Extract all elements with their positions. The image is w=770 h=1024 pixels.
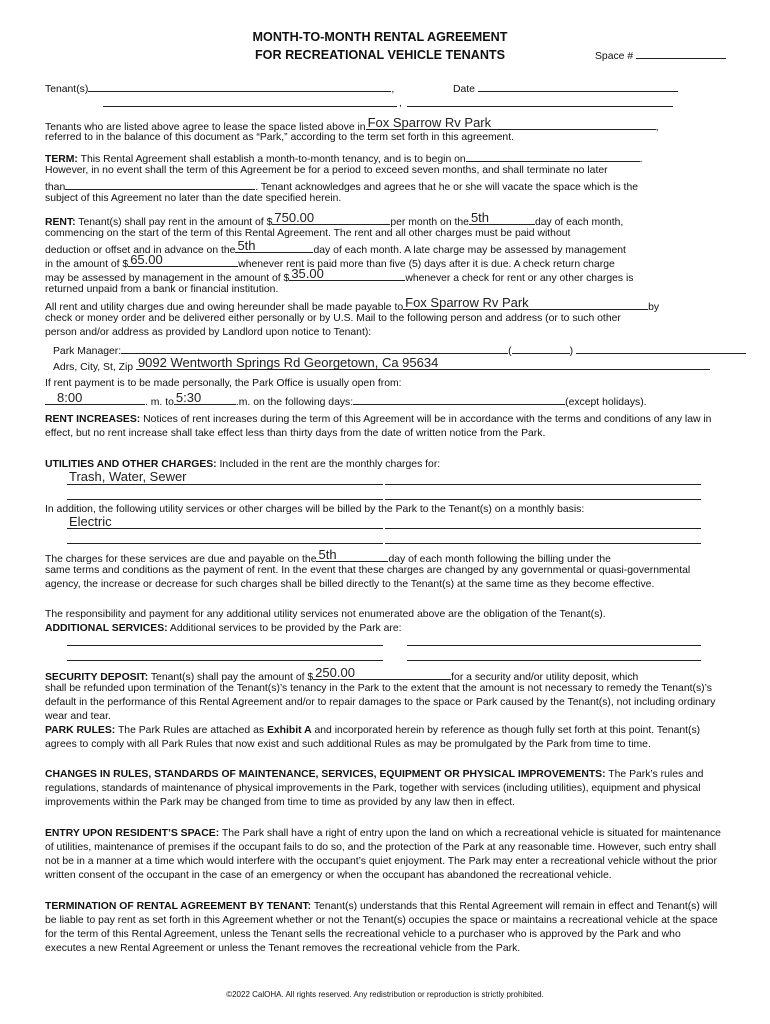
payable-line-1: All rent and utility charges due and owing hereunder shall be made payable to Fox Sparrow Rv Park by [45,295,660,313]
included-utilities-field-4[interactable] [385,499,701,500]
charges-line-1: The charges for these services are due and payable on the 5th day of each month following the billing under the [45,547,611,565]
billed-utilities-intro: In addition, the following utility services or other charges will be billed by the Park to the Tenant(s) on a monthly basis: [45,504,585,515]
charges-rest: same terms and conditions as the payment of rent. In the event that these charges are changed by any governmental or quasi-governmental agency, the increase or decrease for such charges shall be billed directly to the Tenant(s) at the same time as they become effective. [45,565,691,590]
date-label: Date [453,84,475,95]
tenants-row: Tenant(s) , [45,80,725,97]
tenant-name-field-1[interactable] [88,80,391,92]
payable-to-value: Fox Sparrow Rv Park [405,295,529,310]
charges-due-day-value: 5th [318,547,337,562]
billed-utilities-value: Electric [69,514,112,529]
included-utilities-value: Trash, Water, Sewer [69,469,187,484]
tenant-name-field-3[interactable] [407,106,673,107]
entry-heading: ENTRY UPON RESIDENT’S SPACE: [45,828,220,839]
open-time-value: 8:00 [57,390,83,405]
payable-line-2: check or money order and be delivered either personally or by U.S. Mail to the following person and address (or to such other [45,313,621,324]
space-number-field[interactable] [595,47,726,62]
billed-utilities-field-2[interactable] [385,528,701,529]
intro-line-1: Tenants who are listed above agree to lease the space listed above in Fox Sparrow Rv Park , [45,115,659,133]
late-charge-field[interactable] [128,252,238,267]
termination-heading: TERMINATION OF RENTAL AGREEMENT BY TENANT: [45,901,312,912]
office-days-field[interactable] [353,393,565,405]
park-manager-field[interactable] [121,342,508,354]
additional-services-field-1[interactable] [67,645,383,646]
address-field[interactable] [136,355,710,370]
rent-line-5: may be assessed by management in the amount of $ 35.00 whenever a check for rent or any other charges is [45,266,634,284]
additional-services-field-4[interactable] [407,660,701,661]
term-line-2: However, in no event shall the term of this Agreement be for a period to exceed seven months, and shall terminate no later [45,165,608,176]
utilities-intro: UTILITIES AND OTHER CHARGES: Included in the rent are the monthly charges for: [45,459,441,470]
rent-line-4: in the amount of $ 65.00 whenever rent is paid more than five (5) days after it is due. A check return charge [45,252,615,270]
open-time-field[interactable] [45,390,145,405]
park-rules-heading: PARK RULES: [45,725,116,736]
term-line-1: TERM: This Rental Agreement shall establish a month-to-month tenancy, and is to begin on . [45,150,725,167]
rent-amount-value: 750.00 [274,210,315,225]
date-row [453,80,725,97]
additional-services-field-2[interactable] [407,645,701,646]
deposit-amount-field[interactable] [313,665,451,680]
park-manager-label: Park Manager: [53,346,122,357]
included-utilities-field-1[interactable] [67,484,383,485]
office-hours-intro: If rent payment is to be made personally, the Park Office is usually open from: [45,378,402,389]
deposit-amount-value: 250.00 [315,665,355,680]
exhibit-a: Exhibit A [266,725,312,736]
responsibility-text: The responsibility and payment for any additional utility services not enumerated above are the obligation of the Tenant(s). [45,609,606,620]
office-hours-row: 8:00 . m. to 5:30 .m. on the following days: (except holidays). [45,393,725,410]
rental-agreement-page: MONTH-TO-MONTH RENTAL AGREEMENT FOR RECREATIONAL VEHICLE TENANTS Space # Tenant(s) , Date , Tenants who are listed above agree to lease the space listed above in Fox Sparrow Rv Park , referred to in the balance of this document as “Park,” according to the term set forth in this agreement. TERM: This Rental Agreement shall establish a month-to-month tenancy, and is to begin on . However, in no event shall the term of this Agreement be for a period to exceed seven months, and shall terminate no later than . Tenant acknowledges and agrees that he or she will vacate the space which is the subject of this Agreement no later than the date specified herein. RENT: Tenant(s) shall pay rent in the amount of $ 750.00 per month on the 5th day of each month, commencing on the start of the term of this Rental Agreement. The rent and all other charges must be paid without deduction or offset and in advance on the 5th day of each month. A late charge may be assessed by management in the amount of $ 65.00 whenever rent is paid more than five (5) days after it is due. A check return charge may be assessed by management in the amount of $ 35.00 whenever a check for rent or any other charges is returned unpaid from a bank or financial institution. All rent and utility charges due and owing hereunder shall be made payable to Fox Sparrow Rv Park by check or money order and be delivered either personally or by U.S. Mail to the following person and address (or to such other person and/or address as provided by Landlord upon notice to Tenant): Park Manager: ( ) Adrs, City, St, Zip 9092 Wentworth Springs Rd Georgetown, Ca 95634 If rent payment is to be made personally, the Park Office is usually open from: 8:00 . m. to 5:30 .m. on the following days: (except holidays). RENT INCREASES: Notices of rent increases during the term of this Agreement will be in accordance with the terms and conditions of any law in effect, but no rent increase shall take effect less than thirty days from the date of written notice from the Park. UTILITIES AND OTHER CHARGES: Included in the rent are the monthly charges for: Trash, Water, Sewer In addition, the following utility services or other charges will be billed by the Park to the Tenant(s) on a monthly basis: Electric The charges for these services are due and payable on the 5th day of each month following the billing under the same terms and conditions as the payment of rent. In the event that these charges are changed by any governmental or quasi-governmental agency, the increase or decrease for such charges shall be billed directly to the Tenant(s) at the same time as they become effective. The responsibility and payment for any additional utility services not enumerated above are the obligation of the Tenant(s). ADDITIONAL SERVICES: Additional services to be provided by the Park are: SECURITY DEPOSIT: Tenant(s) shall pay the amount of $ 250.00 for a security and/or utility deposit, which shall be refunded upon termination of the Tenant(s)’s tenancy in the Park to the extent that the amount is not necessary to remedy the Tenant(s)’s default in the performance of this Rental Agreement and/or to repair damages to the space or Park caused by the Tenant(s), not including ordinary wear and tear. PARK RULES: The Park Rules are attached as Exhibit A and incorporated herein by reference as though fully set forth at this point. Tenant(s) agrees to comply with all Park Rules that now exist and such additional Rules as may be promulgated by the Park from time to time. CHANGES IN RULES, STANDARDS OF MAINTENANCE, SERVICES, EQUIPMENT OR PHYSICAL IMPROVEMENTS: The Park’s rules and regulations, standards of maintenance of physical improvements in the Park, together with services (including utilities), equipment and physical improvements within the Park may be changed from time to time as provided by any law then in effect. ENTRY UPON RESIDENT’S SPACE: The Park shall have a right of entry upon the land on which a recreational vehicle is situated for maintenance of utilities, maintenance of premises if the occupant fails to do so, and the protection of the Park at any reasonable time. However, such entry shall not be in a manner at a time which would interfere with the occupant’s quiet enjoyment. The Park may enter a recreational vehicle without the prior written consent of the occupant in the case of an emergency or when the occupant has abandoned the recreational vehicle. TERMINATION OF RENTAL AGREEMENT BY TENANT: Tenant(s) understands that this Rental Agreement will remain in effect and Tenant(s) will be liable to pay rent as set forth in this Agreement whether or not the Tenant(s) occupies the space or maintains a recreational vehicle at the space for the term of this Rental Agreement, unless the Tenant sells the recreational vehicle to a purchaser who is approved by the Park and who executes a new Rental Agreement or unless the Tenant removes the recreational vehicle from the Park. ©2022 CalOHA. All rights reserved. Any redistribution or reproduction is strictly prohibited. [45,0,725,1024]
termination-section: TERMINATION OF RENTAL AGREEMENT BY TENANT: Tenant(s) understands that this Rental Agreement will remain in effect and Tenant(s) will be liable to pay rent as set forth in this Agreement whether or not the Tenant(s) occupies the space or maintains a recreational vehicle at the space for the term of this Rental Agreement, unless the Tenant sells the recreational vehicle to a purchaser who is approved by the Park and who executes a new Rental Agreement or unless the Tenant removes the recreational vehicle from the Park. [45,901,718,954]
space-number-line[interactable] [636,47,726,59]
charges-due-day-field[interactable] [316,547,388,562]
document-title-line-2: FOR RECREATIONAL VEHICLE TENANTS [254,48,506,62]
changes-section: CHANGES IN RULES, STANDARDS OF MAINTENANCE, SERVICES, EQUIPMENT OR PHYSICAL IMPROVEMENTS: The Park’s rules and regulations, standards of maintenance of physical improvements in the Park, together with services (including utilities), equipment and physical improvements within the Park may be changed from time to time as provided by any law then in effect. [45,769,704,808]
rent-increases-heading: RENT INCREASES: [45,414,141,425]
deposit-rest: shall be refunded upon termination of the Tenant(s)’s tenancy in the Park to the extent that the amount is not necessary to remedy the Tenant(s)’s default in the performance of this Rental Agreement and/or to repair damages to the space or Park caused by the Tenant(s), not including ordinary wear and tear. [45,683,716,722]
tenants-label: Tenant(s) [45,84,89,95]
address-label: Adrs, City, St, Zip [53,362,134,373]
late-charge-value: 65.00 [130,252,163,267]
included-utilities-field-3[interactable] [67,499,383,500]
term-end-field[interactable] [65,178,255,190]
rent-heading: RENT: [45,217,76,228]
deposit-line-1: SECURITY DEPOSIT: Tenant(s) shall pay the amount of $ 250.00 for a security and/or utility deposit, which [45,665,639,683]
billed-utilities-field-1[interactable] [67,528,383,529]
billed-utilities-field-3[interactable] [67,543,383,544]
utilities-heading: UTILITIES AND OTHER CHARGES: [45,459,217,470]
rent-line-2: commencing on the start of the term of this Rental Agreement. The rent and all other charges must be paid without [45,228,571,239]
term-start-field[interactable] [466,150,640,162]
entry-section: ENTRY UPON RESIDENT’S SPACE: The Park shall have a right of entry upon the land on which a recreational vehicle is situated for maintenance of utilities, maintenance of premises if the occupant fails to do so, and the protection of the Park at any reasonable time. However, such entry shall not be in a manner at a time which would interfere with the occupant’s quiet enjoyment. The Park may enter a recreational vehicle without the prior written consent of the occupant in the case of an emergency or when the occupant has abandoned the recreational vehicle. [45,828,721,881]
check-charge-field[interactable] [289,266,405,281]
rent-line-6: returned unpaid from a bank or financial institution. [45,284,279,295]
rent-line-3: deduction or offset and in advance on the 5th day of each month. A late charge may be assessed by management [45,238,626,256]
space-label: Space # [595,51,634,62]
rent-due-day-value: 5th [470,210,490,225]
close-time-value: 5:30 [175,390,202,405]
payable-to-field[interactable] [403,295,648,310]
changes-heading: CHANGES IN RULES, STANDARDS OF MAINTENANCE, SERVICES, EQUIPMENT OR PHYSICAL IMPROVEMENTS: [45,769,606,780]
payable-line-3: person and/or address as provided by Landlord upon notice to Tenant): [45,327,372,338]
rent-amount-field[interactable] [272,210,390,225]
billed-utilities-field-4[interactable] [385,543,701,544]
check-charge-value: 35.00 [291,266,324,281]
park-manager-area-code-field[interactable] [512,342,570,354]
rent-due-day-field[interactable] [469,210,535,225]
copyright-footer: ©2022 CalOHA. All rights reserved. Any redistribution or reproduction is strictly prohibited. [226,990,544,999]
park-rules-section: PARK RULES: The Park Rules are attached as Exhibit A and incorporated herein by reference as though fully set forth at this point. Tenant(s) agrees to comply with all Park Rules that now exist and such additional Rules as may be promulgated by the Park from time to time. [45,725,701,750]
tenant-name-field-2[interactable] [103,106,397,107]
park-name-value: Fox Sparrow Rv Park [367,115,492,130]
park-name-field[interactable] [366,115,656,130]
term-line-4: subject of this Agreement no later than the date specified herein. [45,193,342,204]
park-manager-row: Park Manager: ( ) [53,342,725,359]
address-row [53,355,725,375]
term-line-3: than . Tenant acknowledges and agrees that he or she will vacate the space which is the [45,178,725,195]
additional-services-intro: ADDITIONAL SERVICES: Additional services to be provided by the Park are: [45,623,402,634]
park-manager-phone-field[interactable] [576,342,746,354]
rent-increases-section: RENT INCREASES: Notices of rent increases during the term of this Agreement will be in accordance with the terms and conditions of any law in effect, but no rent increase shall take effect less than thirty days from the date of written notice from the Park. [45,414,712,439]
document-title-line-1: MONTH-TO-MONTH RENTAL AGREEMENT [252,30,508,44]
advance-day-value: 5th [237,238,256,253]
advance-day-field[interactable] [235,238,313,253]
date-field[interactable] [478,80,678,92]
address-value: 9092 Wentworth Springs Rd Georgetown, Ca 95634 [137,355,439,370]
deposit-heading: SECURITY DEPOSIT: [45,672,149,683]
included-utilities-field-2[interactable] [385,484,701,485]
additional-services-heading: ADDITIONAL SERVICES: [45,623,168,634]
term-heading: TERM: [45,154,78,165]
close-time-field[interactable] [174,390,236,405]
rent-line-1: RENT: Tenant(s) shall pay rent in the amount of $ 750.00 per month on the 5th day of each month, [45,210,624,228]
intro-line-2: referred to in the balance of this document as “Park,” according to the term set forth in this agreement. [45,132,514,143]
additional-services-field-3[interactable] [67,660,383,661]
